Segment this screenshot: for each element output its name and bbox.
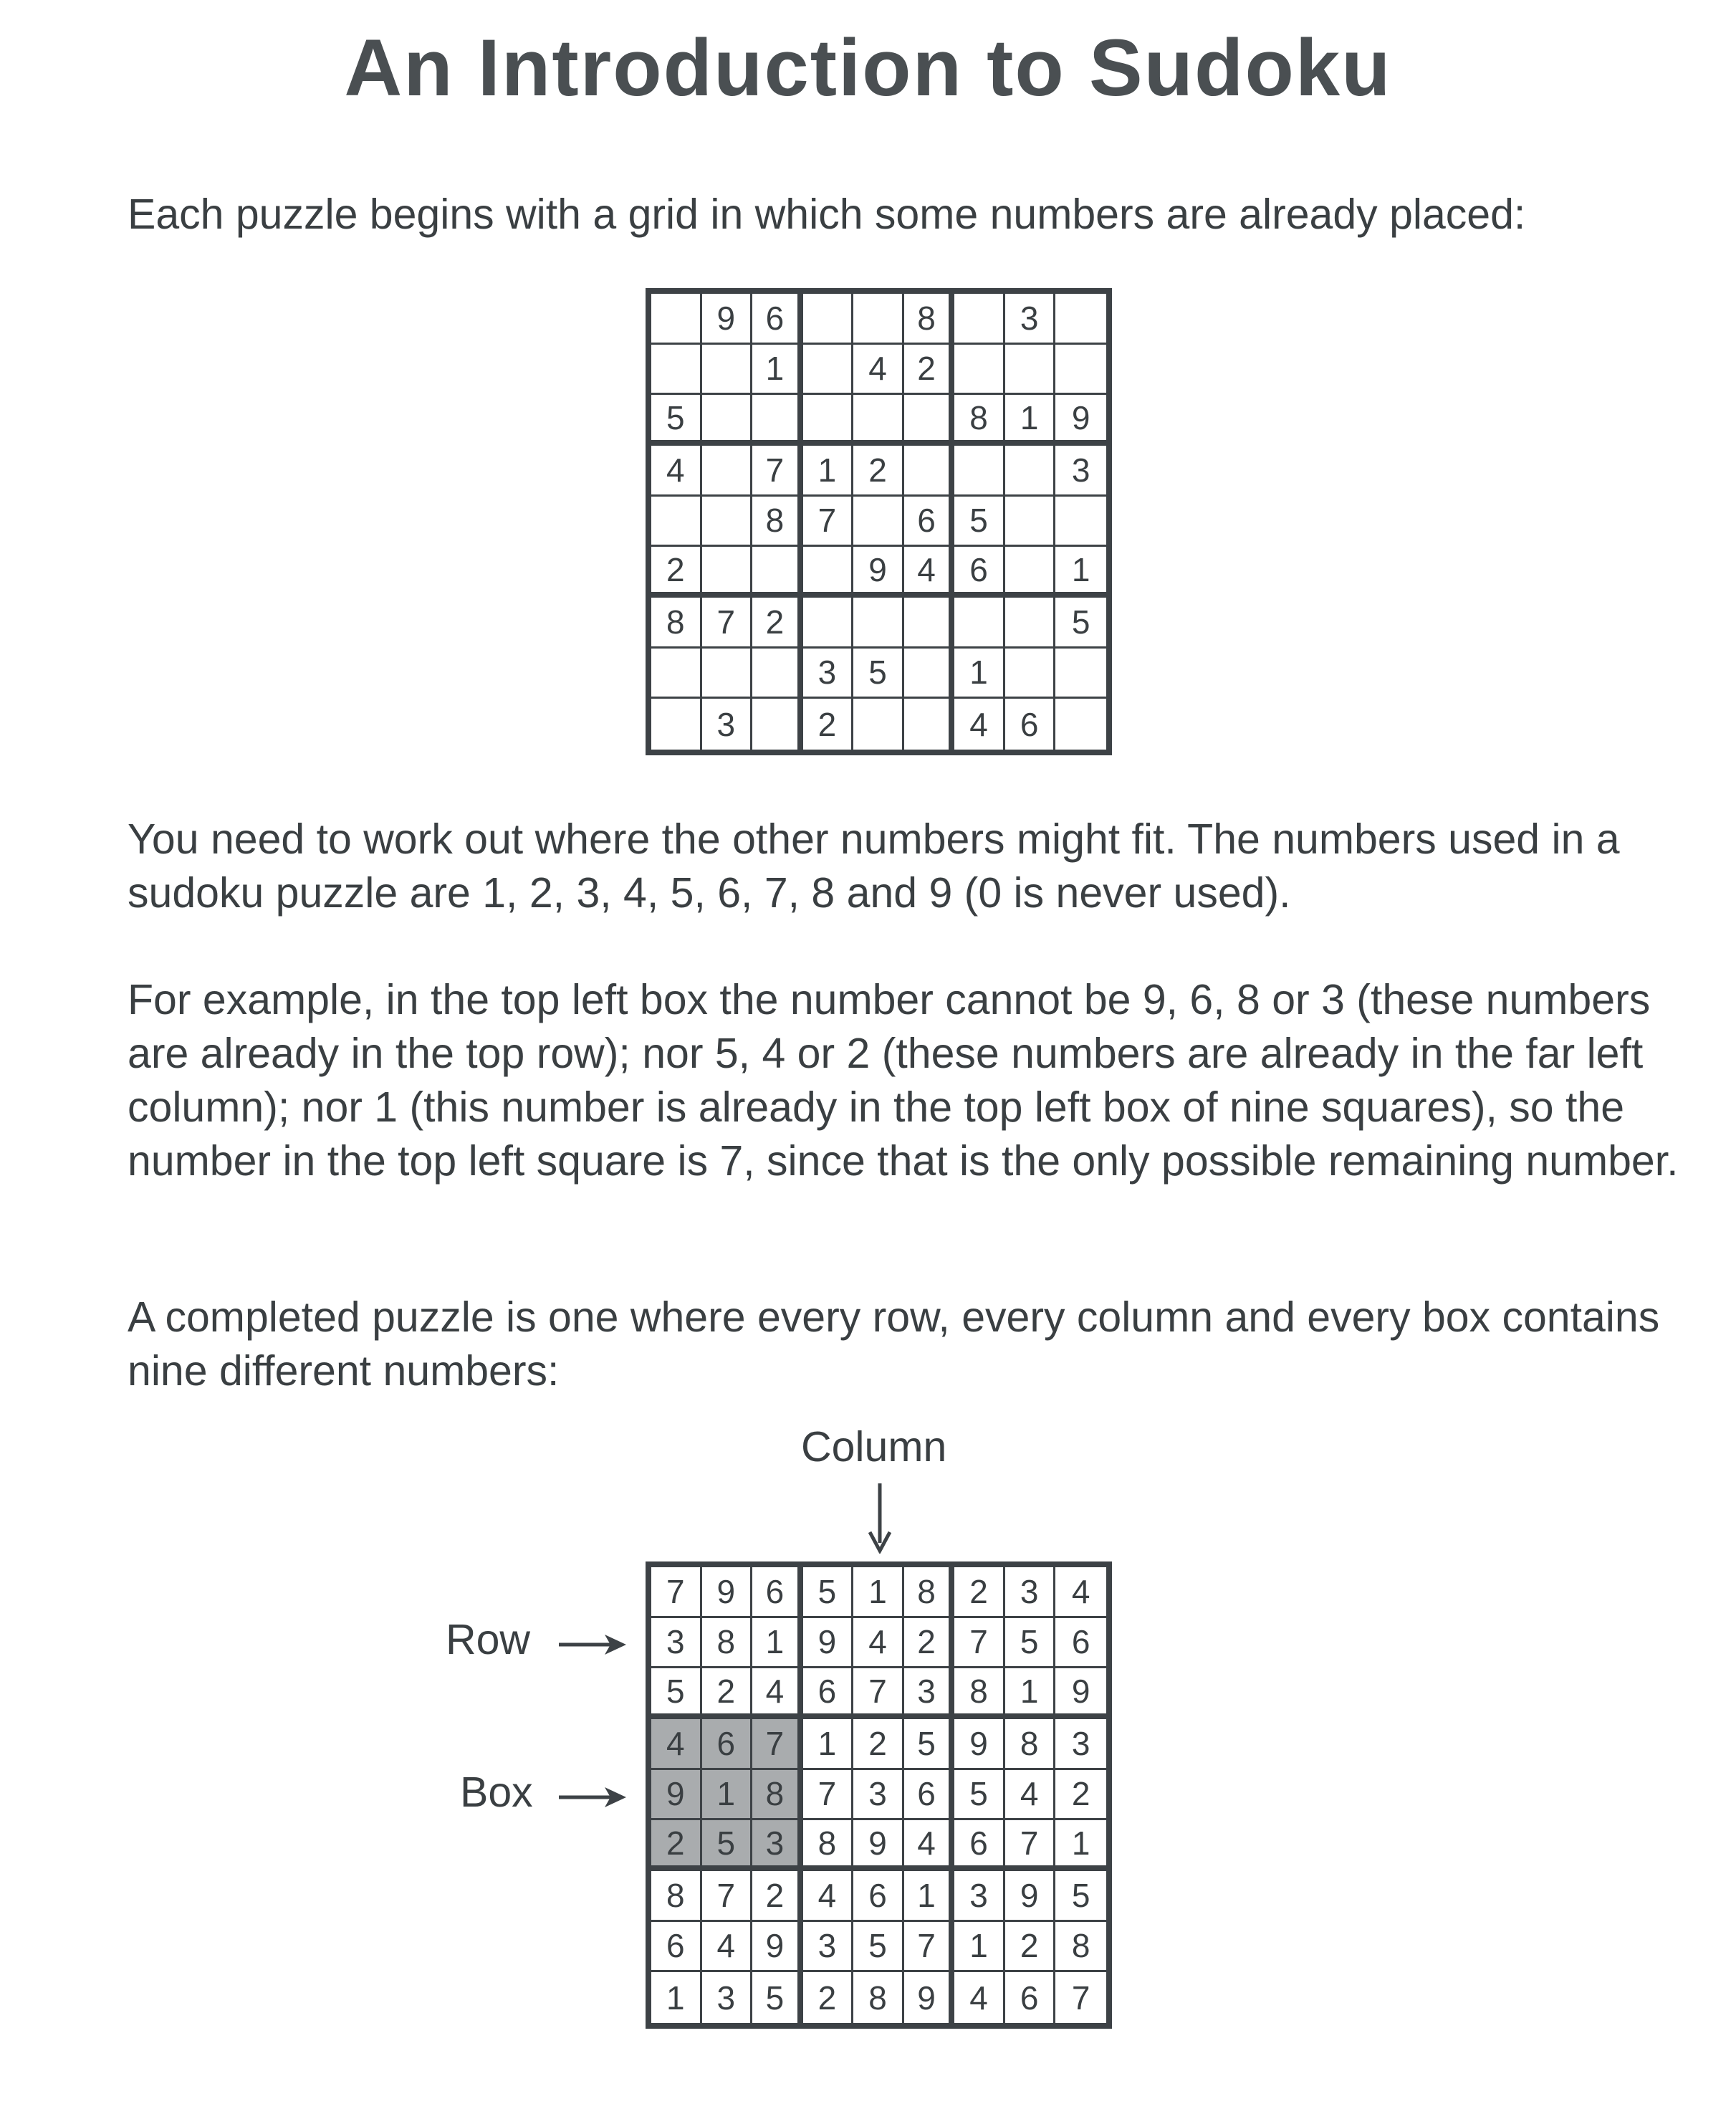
- grid-cell: 4: [904, 547, 955, 598]
- solution-grid: [646, 1561, 1112, 2029]
- grid-cell: [702, 547, 753, 598]
- grid-cell: 6: [1055, 1618, 1106, 1669]
- grid-cell: [803, 345, 854, 396]
- grid-cell: [702, 395, 753, 446]
- page-title: An Introduction to Sudoku: [344, 23, 1392, 113]
- grid-cell: 7: [904, 1922, 955, 1973]
- numbers-paragraph: You need to work out where the other numbers might fit. The numbers used in a sudoku puzzle are 1, 2, 3, 4, 5, 6, 7, 8 and 9 (0 is never used).: [128, 816, 1620, 917]
- grid-cell: [853, 294, 904, 345]
- grid-cell: 3: [803, 1922, 854, 1973]
- grid-cell: 6: [954, 1820, 1005, 1871]
- grid-cell: 8: [904, 294, 955, 345]
- grid-cell: 9: [1005, 1871, 1056, 1922]
- grid-cell: 8: [954, 395, 1005, 446]
- grid-cell: 5: [752, 1972, 803, 2023]
- column-label: Column: [801, 1423, 947, 1470]
- grid-cell: [651, 294, 702, 345]
- grid-cell: [1005, 547, 1056, 598]
- grid-cell: 9: [954, 1719, 1005, 1770]
- grid-cell: 9: [904, 1972, 955, 2023]
- grid-cell: [1005, 345, 1056, 396]
- grid-cell: 8: [752, 1770, 803, 1821]
- grid-cell: 1: [954, 1922, 1005, 1973]
- grid-cell: [1055, 294, 1106, 345]
- grid-cell: 2: [702, 1668, 753, 1719]
- grid-cell: [702, 497, 753, 547]
- grid-cell: 2: [752, 1871, 803, 1922]
- grid-cell: [651, 497, 702, 547]
- grid-cell: 8: [904, 1567, 955, 1618]
- grid-cell: 3: [752, 1820, 803, 1871]
- grid-cell: 3: [853, 1770, 904, 1821]
- grid-cell: [651, 699, 702, 750]
- grid-cell: [904, 446, 955, 497]
- completed-paragraph: A completed puzzle is one where every row, every column and every box contains nine different numbers:: [128, 1293, 1660, 1395]
- grid-cell: 7: [651, 1567, 702, 1618]
- grid-cell: 5: [803, 1567, 854, 1618]
- grid-cell: 2: [853, 1719, 904, 1770]
- column-arrow-icon: [865, 1482, 894, 1554]
- grid-cell: 3: [1005, 1567, 1056, 1618]
- grid-cell: 6: [651, 1922, 702, 1973]
- grid-cell: [1005, 497, 1056, 547]
- grid-cell: 2: [1005, 1922, 1056, 1973]
- grid-cell: [853, 497, 904, 547]
- grid-cell: 4: [803, 1871, 854, 1922]
- grid-cell: 7: [1005, 1820, 1056, 1871]
- grid-cell: 1: [1055, 547, 1106, 598]
- grid-cell: 5: [853, 1922, 904, 1973]
- grid-cell: 2: [904, 1618, 955, 1669]
- grid-cell: [803, 294, 854, 345]
- grid-cell: 2: [1055, 1770, 1106, 1821]
- grid-cell: 3: [1055, 446, 1106, 497]
- grid-cell: 9: [1055, 395, 1106, 446]
- grid-cell: 4: [651, 446, 702, 497]
- grid-cell: 9: [853, 1820, 904, 1871]
- grid-cell: 8: [651, 598, 702, 649]
- grid-cell: 8: [954, 1668, 1005, 1719]
- grid-cell: 6: [752, 294, 803, 345]
- grid-cell: 7: [702, 1871, 753, 1922]
- grid-cell: [1055, 345, 1106, 396]
- grid-cell: [752, 547, 803, 598]
- grid-cell: 3: [803, 649, 854, 699]
- grid-cell: 9: [1055, 1668, 1106, 1719]
- grid-cell: 1: [803, 446, 854, 497]
- box-label: Box: [460, 1769, 533, 1816]
- grid-cell: [752, 699, 803, 750]
- grid-cell: [702, 345, 753, 396]
- grid-cell: 2: [803, 1972, 854, 2023]
- grid-cell: [752, 649, 803, 699]
- grid-cell: 3: [954, 1871, 1005, 1922]
- grid-cell: [853, 699, 904, 750]
- example-paragraph: For example, in the top left box the number cannot be 9, 6, 8 or 3 (these numbers are already in the top row); nor 5, 4 or 2 (these numbers are already in the far left column); nor 1 (this number is already in the top left box of nine squares), so the number in the top left square is 7, since that is the only possible remaining number.: [128, 976, 1679, 1185]
- grid-cell: 1: [1005, 1668, 1056, 1719]
- grid-cell: 1: [904, 1871, 955, 1922]
- grid-cell: 1: [752, 345, 803, 396]
- grid-cell: 4: [954, 1972, 1005, 2023]
- grid-cell: 4: [752, 1668, 803, 1719]
- grid-cell: 6: [904, 1770, 955, 1821]
- grid-cell: 5: [1005, 1618, 1056, 1669]
- grid-cell: 7: [752, 1719, 803, 1770]
- grid-cell: 5: [651, 1668, 702, 1719]
- grid-cell: [803, 598, 854, 649]
- box-arrow-icon: [557, 1783, 629, 1812]
- grid-cell: 3: [1005, 294, 1056, 345]
- grid-cell: 4: [853, 1618, 904, 1669]
- grid-cell: [1005, 649, 1056, 699]
- grid-cell: 6: [904, 497, 955, 547]
- grid-cell: 8: [1055, 1922, 1106, 1973]
- grid-cell: 6: [1005, 699, 1056, 750]
- grid-cell: 3: [1055, 1719, 1106, 1770]
- grid-cell: 2: [651, 547, 702, 598]
- grid-cell: [954, 294, 1005, 345]
- grid-cell: [853, 395, 904, 446]
- grid-cell: 8: [752, 497, 803, 547]
- grid-cell: [904, 395, 955, 446]
- grid-cell: 4: [853, 345, 904, 396]
- grid-cell: [1005, 598, 1056, 649]
- grid-cell: 6: [853, 1871, 904, 1922]
- grid-cell: 1: [853, 1567, 904, 1618]
- grid-cell: 5: [904, 1719, 955, 1770]
- grid-cell: 2: [954, 1567, 1005, 1618]
- grid-cell: 5: [954, 1770, 1005, 1821]
- grid-cell: 5: [853, 649, 904, 699]
- grid-cell: 6: [803, 1668, 854, 1719]
- grid-cell: 7: [702, 598, 753, 649]
- grid-cell: [752, 395, 803, 446]
- grid-cell: 1: [1005, 395, 1056, 446]
- grid-cell: 1: [702, 1770, 753, 1821]
- grid-cell: 5: [954, 497, 1005, 547]
- grid-cell: 7: [954, 1618, 1005, 1669]
- grid-cell: [803, 395, 854, 446]
- grid-cell: 4: [702, 1922, 753, 1973]
- grid-cell: 4: [1055, 1567, 1106, 1618]
- grid-cell: 7: [752, 446, 803, 497]
- grid-cell: [803, 547, 854, 598]
- grid-cell: 8: [853, 1972, 904, 2023]
- grid-cell: 2: [651, 1820, 702, 1871]
- grid-cell: [702, 649, 753, 699]
- grid-cell: 1: [651, 1972, 702, 2023]
- grid-cell: 6: [702, 1719, 753, 1770]
- grid-cell: 3: [702, 1972, 753, 2023]
- grid-cell: 2: [853, 446, 904, 497]
- grid-cell: 4: [904, 1820, 955, 1871]
- intro-paragraph: Each puzzle begins with a grid in which some numbers are already placed:: [128, 191, 1526, 238]
- grid-cell: [904, 649, 955, 699]
- grid-cell: 7: [1055, 1972, 1106, 2023]
- grid-cell: 7: [803, 497, 854, 547]
- grid-cell: 4: [651, 1719, 702, 1770]
- grid-cell: 7: [803, 1770, 854, 1821]
- grid-cell: 9: [803, 1618, 854, 1669]
- row-label: Row: [446, 1616, 531, 1663]
- grid-cell: 6: [954, 547, 1005, 598]
- grid-cell: [1005, 446, 1056, 497]
- grid-cell: 5: [1055, 598, 1106, 649]
- grid-cell: 6: [1005, 1972, 1056, 2023]
- puzzle-grid: [646, 288, 1112, 755]
- grid-cell: [1055, 699, 1106, 750]
- grid-cell: 2: [904, 345, 955, 396]
- grid-cell: 9: [702, 294, 753, 345]
- grid-cell: 8: [702, 1618, 753, 1669]
- grid-cell: [651, 345, 702, 396]
- grid-cell: 3: [702, 699, 753, 750]
- grid-cell: [853, 598, 904, 649]
- grid-cell: 5: [651, 395, 702, 446]
- grid-cell: 1: [803, 1719, 854, 1770]
- row-arrow-icon: [557, 1630, 629, 1659]
- grid-cell: 1: [1055, 1820, 1106, 1871]
- grid-cell: 2: [752, 598, 803, 649]
- grid-cell: [651, 649, 702, 699]
- grid-cell: 3: [651, 1618, 702, 1669]
- grid-cell: 9: [752, 1922, 803, 1973]
- grid-cell: [904, 699, 955, 750]
- grid-cell: 5: [1055, 1871, 1106, 1922]
- grid-cell: [1055, 497, 1106, 547]
- grid-cell: [1055, 649, 1106, 699]
- grid-cell: 1: [954, 649, 1005, 699]
- grid-cell: [904, 598, 955, 649]
- grid-cell: 8: [651, 1871, 702, 1922]
- grid-cell: [954, 345, 1005, 396]
- grid-cell: [954, 446, 1005, 497]
- grid-cell: 8: [803, 1820, 854, 1871]
- grid-cell: 9: [853, 547, 904, 598]
- grid-cell: 9: [702, 1567, 753, 1618]
- grid-cell: [954, 598, 1005, 649]
- grid-cell: 4: [1005, 1770, 1056, 1821]
- grid-cell: 6: [752, 1567, 803, 1618]
- grid-cell: 1: [752, 1618, 803, 1669]
- grid-cell: 4: [954, 699, 1005, 750]
- grid-cell: 2: [803, 699, 854, 750]
- grid-cell: 7: [853, 1668, 904, 1719]
- grid-cell: 9: [651, 1770, 702, 1821]
- grid-cell: [702, 446, 753, 497]
- grid-cell: 8: [1005, 1719, 1056, 1770]
- grid-cell: 3: [904, 1668, 955, 1719]
- grid-cell: 5: [702, 1820, 753, 1871]
